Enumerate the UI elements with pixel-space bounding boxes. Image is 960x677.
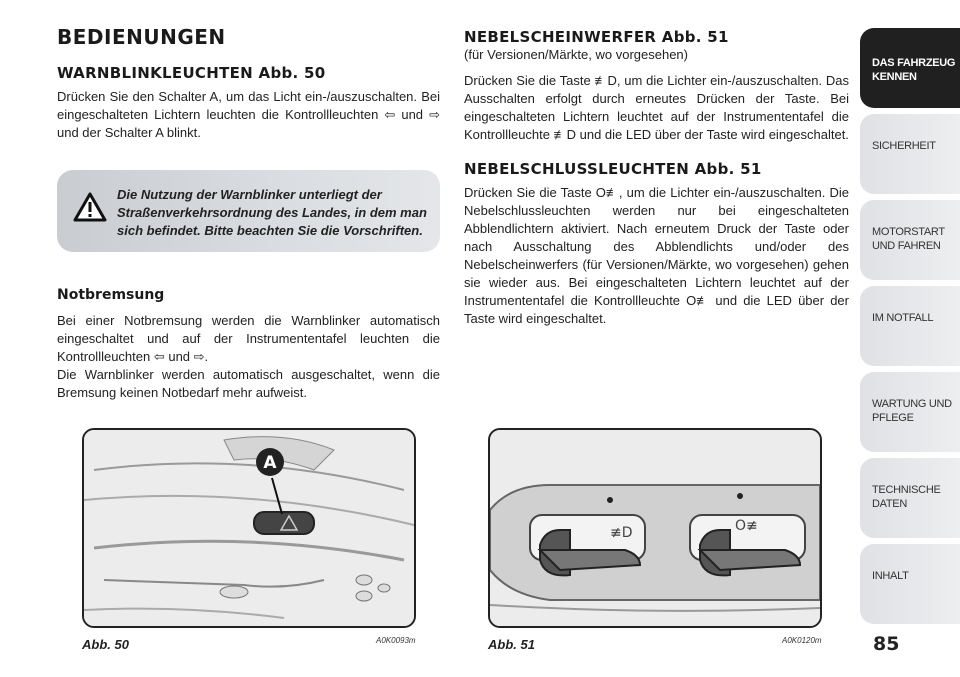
figure-51-caption: Abb. 51 (488, 637, 535, 652)
warning-triangle-icon (73, 192, 107, 222)
figure-51-code: A0K0120m (782, 636, 822, 645)
rear-fog-symbol-icon: O≢ (735, 518, 758, 534)
hazard-heading: WARNBLINKLEUCHTEN Abb. 50 (57, 64, 326, 82)
warning-box (57, 170, 440, 252)
tab-motorstart[interactable]: MOTORSTART UND FAHREN (860, 200, 960, 280)
front-fog-symbol-icon: ≢D (610, 525, 633, 541)
page-title: BEDIENUNGEN (57, 25, 226, 49)
figure-50-code: A0K0093m (376, 636, 416, 645)
tab-im-notfall[interactable]: IM NOTFALL (860, 286, 960, 366)
figure-51 (488, 428, 822, 628)
hazard-switch-illustration (84, 430, 414, 626)
figure-50-caption: Abb. 50 (82, 637, 129, 652)
tab-wartung[interactable]: WARTUNG UND PFLEGE (860, 372, 960, 452)
emergency-heading: Notbremsung (57, 287, 165, 303)
tab-sicherheit[interactable]: SICHERHEIT (860, 114, 960, 194)
right-column (464, 28, 849, 334)
chapter-tabs (860, 28, 960, 630)
tab-technische-daten[interactable]: TECHNISCHE DATEN (860, 458, 960, 538)
rear-fog-heading: NEBELSCHLUSSLEUCHTEN Abb. 51 (464, 160, 762, 178)
callout-label-a: A (263, 453, 277, 473)
tab-das-fahrzeug-kennen[interactable]: DAS FAHRZEUG KENNEN (860, 28, 960, 108)
emergency-p1: Bei einer Notbremsung werden die Warnblinker automatisch eingeschaltet und auf der Instrumententafel leuchten die Kontrollleuchten ⇦ und ⇨. (57, 313, 440, 364)
emergency-section (57, 286, 440, 408)
hazard-text: Drücken Sie den Schalter A, um das Licht ein-/auszuschalten. Bei eingeschalteten Lichtern leuchten die Kontrollleuchten ⇦ und ⇨ und der Schalter A blinkt. (57, 89, 440, 140)
page-number: 85 (873, 633, 900, 655)
fog-heading: NEBELSCHEINWERFER Abb. 51 (464, 28, 729, 46)
warning-text: Die Nutzung der Warnblinker unterliegt der Straßenverkehrsordnung des Landes, in dem man sich befindet. Bitte beachten Sie die Vorschriften. (117, 187, 427, 238)
left-column (57, 25, 440, 148)
tab-inhalt[interactable]: INHALT (860, 544, 960, 624)
emergency-p2: Die Warnblinker werden automatisch ausgeschaltet, wenn die Bremsung keinen Notbedarf mehr aufweist. (57, 367, 440, 400)
figure-50 (82, 428, 416, 628)
fog-switch-illustration (490, 430, 820, 626)
fog-text: Drücken Sie die Taste ≢D, um die Lichter ein-/auszuschalten. Das Ausschalten erfolgt durch erneutes Drücken der Taste. Bei eingeschalteten Lichtern leuchtet auf der Instrumententafel die Kontrollleuchte ≢D und die LED über der Taste wird eingeschaltet. (464, 73, 849, 142)
rear-fog-text: Drücken Sie die Taste O≢, um die Lichter ein-/auszuschalten. Die Nebelschlussleuchten werden nur bei eingeschalteten Abblendlichtern aktiviert. Nach erneutem Druck der Taste oder nach Ausschaltung des Abblendlichts und/oder des Nebelscheinwerfers (für Versionen/Märkte, wo vorgesehen) gehen sie wieder aus. Bei eingeschalteten Lichtern leuchtet auf der Instrumententafel die Kontrollleuchte O≢ und die LED über der Taste wird eingeschaltet. (464, 185, 849, 326)
fog-subtitle: (für Versionen/Märkte, wo vorgesehen) (464, 47, 688, 62)
